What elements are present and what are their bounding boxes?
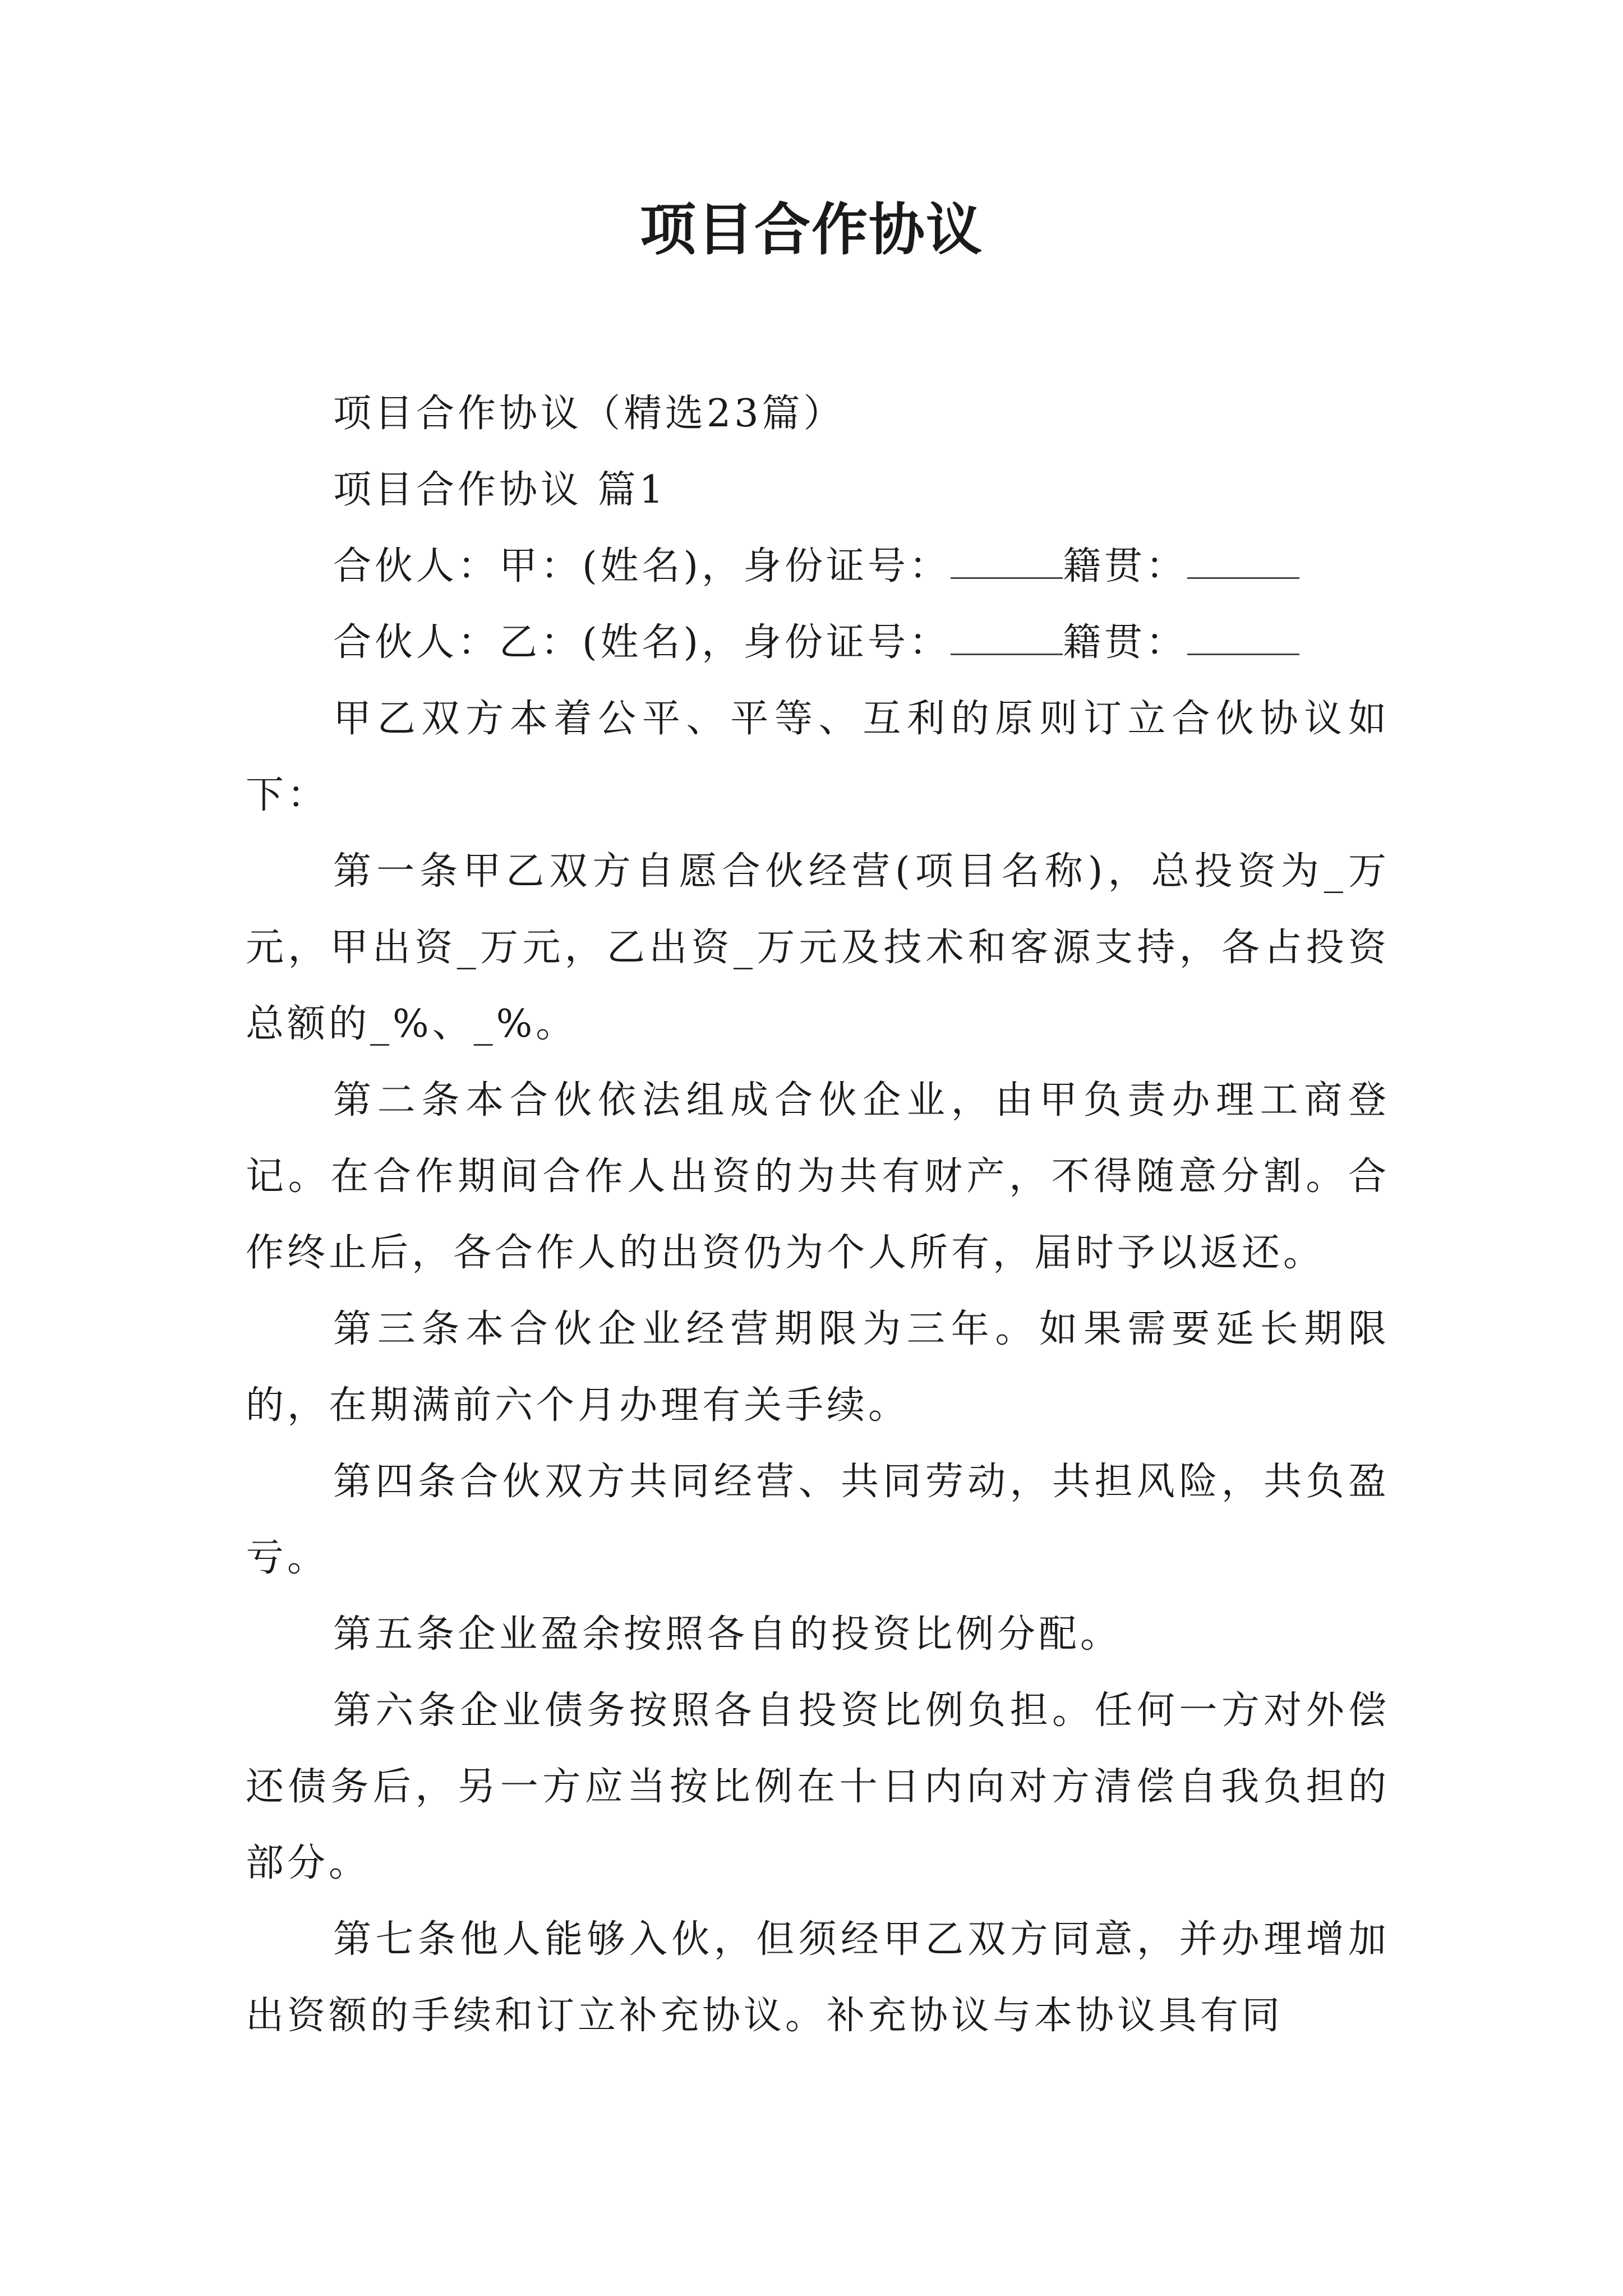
paragraph-article-6: 第六条企业债务按照各自投资比例负担。任何一方对外偿还债务后，另一方应当按比例在十日内向对方清偿自我负担的部分。	[246, 1688, 1390, 1885]
party-a-id-blank	[951, 544, 1063, 579]
party-a-origin-label: 籍贯：	[1063, 544, 1188, 588]
section-heading: 项目合作协议 篇1	[333, 468, 667, 512]
party-b-origin-blank	[1187, 620, 1299, 655]
party-a-line	[246, 528, 1390, 605]
party-a-origin-blank	[1187, 544, 1299, 579]
paragraph-article-4: 第四条合伙双方共同经营、共同劳动，共担风险，共负盈亏。	[246, 1460, 1390, 1580]
paragraph-article-3: 第三条本合伙企业经营期限为三年。如果需要延长期限的，在期满前六个月办理有关手续。	[246, 1307, 1390, 1428]
document-subtitle: 项目合作协议（精选23篇）	[333, 392, 845, 436]
paragraph-article-5: 第五条企业盈余按照各自的投资比例分配。	[333, 1612, 1122, 1657]
party-b-line	[246, 605, 1390, 681]
paragraph-article-2: 第二条本合伙依法组成合伙企业，由甲负责办理工商登记。在合作期间合作人出资的为共有财产，不得随意分割。合作终止后，各合作人的出资仍为个人所有，届时予以返还。	[246, 1078, 1390, 1275]
party-a-prefix: 合伙人：甲：(姓名)，身份证号：	[333, 544, 951, 588]
paragraph-article-7: 第七条他人能够入伙，但须经甲乙双方同意，并办理增加出资额的手续和订立补充协议。补充协议与本协议具有同	[246, 1917, 1390, 2038]
party-b-origin-label: 籍贯：	[1063, 620, 1188, 665]
party-b-prefix: 合伙人：乙：(姓名)，身份证号：	[333, 620, 951, 665]
document-body	[246, 376, 1390, 2054]
paragraph-intro: 甲乙双方本着公平、平等、互利的原则订立合伙协议如下：	[246, 697, 1390, 817]
paragraph-article-1: 第一条甲乙双方自愿合伙经营(项目名称)，总投资为_万元，甲出资_万元，乙出资_万元及技术和客源支持，各占投资总额的_%、_%。	[246, 849, 1390, 1046]
party-b-id-blank	[951, 620, 1063, 655]
document-title: 项目合作协议	[640, 197, 983, 263]
